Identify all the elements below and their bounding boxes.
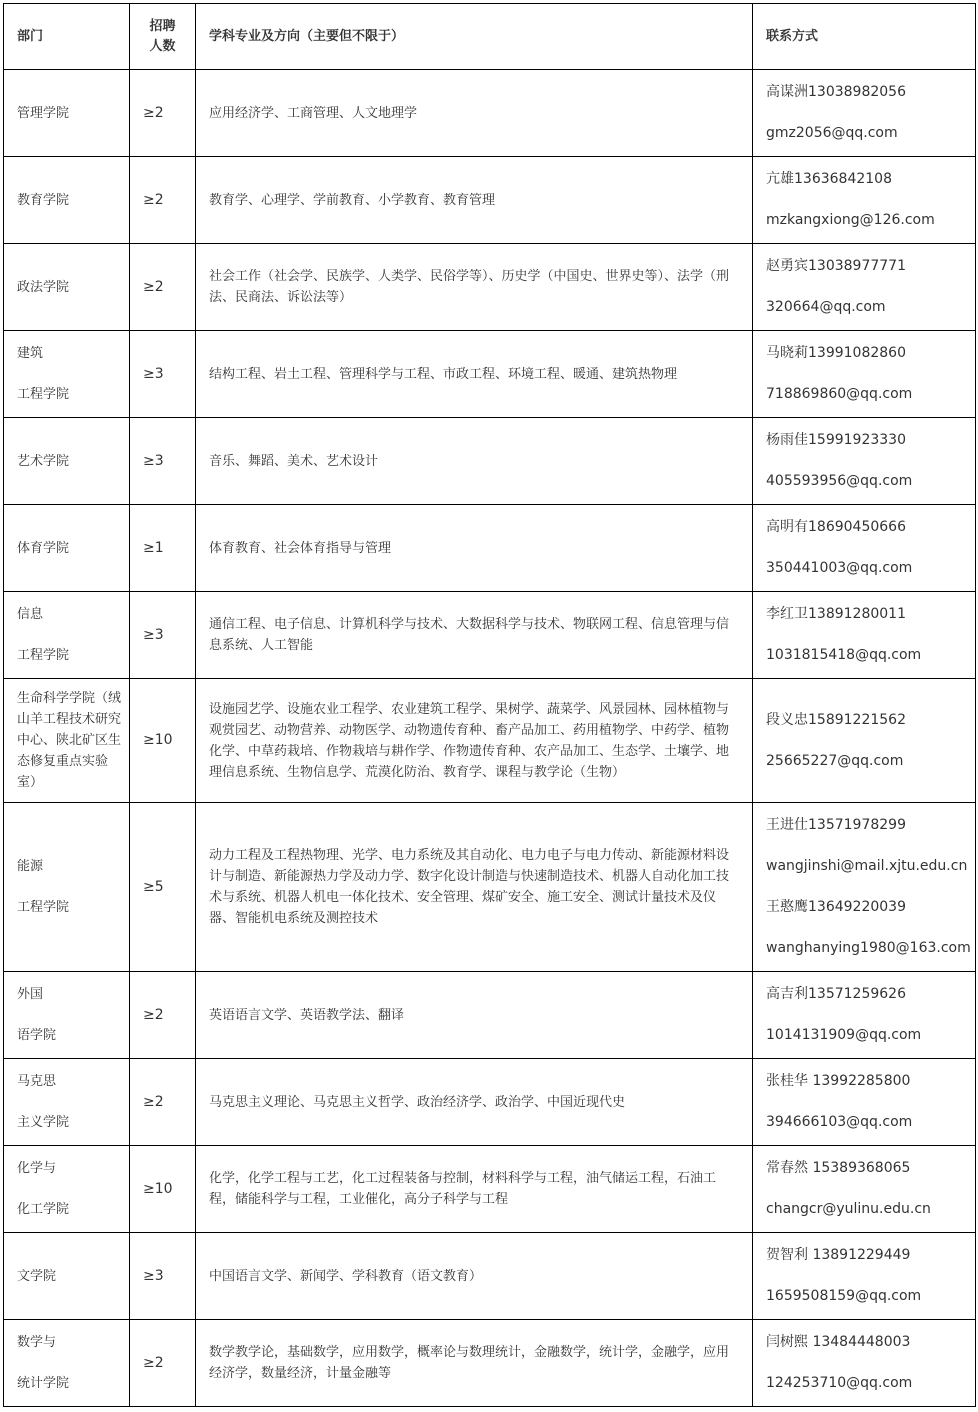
subject-cell: 设施园艺学、设施农业工程学、农业建筑工程学、果树学、蔬菜学、风景园林、园林植物与观赏园艺、动物营养、动物医学、动物遗传育种、畜产品加工、药用植物学、中药学、植物化学、中草药栽培、作物栽培与耕作学、作物遗传育种、农产品加工、生态学、土壤学、地理信息系统、生物信息学、荒漠化防治、教育学、课程与教学论（生物） [196,679,753,803]
dept-line: 外国 [17,987,44,1002]
contact-cell [753,679,976,803]
dept-cell [4,972,130,1059]
contact-cell [753,244,976,331]
dept-line: 语学院 [17,1028,57,1043]
contact-cell [753,592,976,679]
dept-line: 能源 [17,859,44,874]
dept-line: 管理学院 [17,105,70,121]
dept-cell [4,679,130,803]
contact-email: 394666103@qq.com [766,1114,913,1130]
contact-email: 350441003@qq.com [766,560,913,576]
contact-cell [753,505,976,592]
contact-cell [753,418,976,505]
table-row [4,157,976,244]
contact-email: 124253710@qq.com [766,1375,913,1391]
count-cell: ≥3 [130,1233,196,1320]
dept-line: 建筑 [17,346,44,361]
contact-email: 405593956@qq.com [766,473,913,489]
contact-phone: 赵勇宾13038977771 [766,258,906,274]
contact-email: changcr@yulinu.edu.cn [766,1201,931,1217]
dept-cell [4,803,130,972]
count-cell: ≥3 [130,331,196,418]
dept-line: 主义学院 [17,1115,70,1130]
contact-phone: 闫树熙 13484448003 [766,1334,911,1350]
contact-email: 718869860@qq.com [766,386,913,402]
dept-cell [4,1146,130,1233]
subject-cell: 体育教育、社会体育指导与管理 [196,505,753,592]
contact-phone: 高吉利13571259626 [766,986,906,1002]
dept-line: 体育学院 [17,540,70,556]
dept-line: 生命科学学院（绒山羊工程技术研究中心、陕北矿区生态修复重点实验室） [17,691,122,790]
dept-line: 化学与 [17,1161,57,1176]
table-row [4,592,976,679]
subject-cell: 化学，化学工程与工艺，化工过程装备与控制，材料科学与工程，油气储运工程，石油工程，储能科学与工程，工业催化，高分子科学与工程 [196,1146,753,1233]
table-row [4,244,976,331]
table-row [4,679,976,803]
contact-phone: 王憨鹰13649220039 [766,899,906,915]
contact-cell [753,803,976,972]
contact-cell [753,331,976,418]
dept-line: 马克思 [17,1074,57,1089]
count-cell: ≥2 [130,244,196,331]
contact-phone: 高明有18690450666 [766,519,906,535]
dept-cell [4,331,130,418]
dept-line: 教育学院 [17,192,70,208]
count-cell: ≥1 [130,505,196,592]
dept-line: 化工学院 [17,1202,70,1217]
dept-cell [4,418,130,505]
table-row [4,418,976,505]
contact-phone: 王进仕13571978299 [766,817,906,833]
contact-cell [753,70,976,157]
table-row [4,803,976,972]
dept-line: 工程学院 [17,648,70,663]
dept-cell [4,244,130,331]
header-count [130,4,196,70]
contact-phone: 贺智利 13891229449 [766,1247,911,1263]
subject-cell: 中国语言文学、新闻学、学科教育（语文教育） [196,1233,753,1320]
contact-phone: 高谋洲13038982056 [766,84,906,100]
contact-email: 1014131909@qq.com [766,1027,922,1043]
subject-cell: 英语语言文学、英语教学法、翻译 [196,972,753,1059]
subject-cell: 动力工程及工程热物理、光学、电力系统及其自动化、电力电子与电力传动、新能源材料设计与制造、新能源热力学及动力学、数字化设计制造与快速制造技术、机器人自动化加工技术与系统、机器人机电一体化技术、安全管理、煤矿安全、施工安全、测试计量技术及仪器、智能机电系统及测控技术 [196,803,753,972]
dept-line: 信息 [17,607,44,622]
table-row [4,1146,976,1233]
count-cell: ≥2 [130,1059,196,1146]
contact-cell [753,1059,976,1146]
count-cell: ≥3 [130,592,196,679]
subject-cell: 应用经济学、工商管理、人文地理学 [196,70,753,157]
contact-phone: 马晓莉13991082860 [766,345,906,361]
header-dept: 部门 [4,4,130,70]
contact-phone: 杨雨佳15991923330 [766,432,906,448]
contact-email: mzkangxiong@126.com [766,212,935,228]
count-cell: ≥10 [130,679,196,803]
dept-line: 工程学院 [17,387,70,402]
dept-line: 统计学院 [17,1376,70,1391]
contact-phone: 常春然 15389368065 [766,1160,911,1176]
header-count-line1: 招聘 [149,18,176,34]
table-row [4,505,976,592]
table-row [4,1320,976,1407]
subject-cell: 结构工程、岩土工程、管理科学与工程、市政工程、环境工程、暖通、建筑热物理 [196,331,753,418]
dept-line: 工程学院 [17,900,70,915]
header-count-line2: 人数 [149,38,176,54]
contact-email: wangjinshi@mail.xjtu.edu.cn [766,858,968,874]
count-cell: ≥5 [130,803,196,972]
count-cell: ≥2 [130,972,196,1059]
count-cell: ≥2 [130,70,196,157]
subject-cell: 社会工作（社会学、民族学、人类学、民俗学等）、历史学（中国史、世界史等）、法学（刑法、民商法、诉讼法等） [196,244,753,331]
contact-email: 1031815418@qq.com [766,647,922,663]
count-cell: ≥2 [130,157,196,244]
contact-email: gmz2056@qq.com [766,125,898,141]
dept-line: 政法学院 [17,279,70,295]
contact-phone: 张桂华 13992285800 [766,1073,911,1089]
contact-email: 320664@qq.com [766,299,886,315]
contact-phone: 亢雄13636842108 [766,171,892,187]
contact-phone: 李红卫13891280011 [766,606,906,622]
dept-line: 数学与 [17,1335,57,1350]
dept-cell [4,1059,130,1146]
table-row [4,1059,976,1146]
dept-cell [4,505,130,592]
dept-line: 文学院 [17,1268,57,1284]
header-contact: 联系方式 [753,4,976,70]
subject-cell: 数学教学论，基础数学，应用数学，概率论与数理统计，金融数学，统计学，金融学，应用经济学，数量经济，计量金融等 [196,1320,753,1407]
table-row [4,70,976,157]
contact-cell [753,1233,976,1320]
dept-cell [4,1320,130,1407]
contact-email: 25665227@qq.com [766,752,904,769]
count-cell: ≥10 [130,1146,196,1233]
count-cell: ≥2 [130,1320,196,1407]
header-subject: 学科专业及方向（主要但不限于） [196,4,753,70]
recruitment-table [3,3,976,1407]
subject-cell: 教育学、心理学、学前教育、小学教育、教育管理 [196,157,753,244]
subject-cell: 马克思主义理论、马克思主义哲学、政治经济学、政治学、中国近现代史 [196,1059,753,1146]
contact-email: 1659508159@qq.com [766,1288,922,1304]
contact-email: wanghanying1980@163.com [766,940,971,956]
table-row [4,972,976,1059]
subject-cell: 通信工程、电子信息、计算机科学与技术、大数据科学与技术、物联网工程、信息管理与信息系统、人工智能 [196,592,753,679]
contact-phone: 段义忠15891221562 [766,711,906,728]
contact-cell [753,157,976,244]
contact-cell [753,972,976,1059]
contact-cell [753,1146,976,1233]
dept-cell [4,1233,130,1320]
dept-line: 艺术学院 [17,453,70,469]
contact-cell [753,1320,976,1407]
count-cell: ≥3 [130,418,196,505]
dept-cell [4,70,130,157]
table-row [4,331,976,418]
table-row [4,1233,976,1320]
table-header-row [4,4,976,70]
dept-cell [4,157,130,244]
subject-cell: 音乐、舞蹈、美术、艺术设计 [196,418,753,505]
dept-cell [4,592,130,679]
